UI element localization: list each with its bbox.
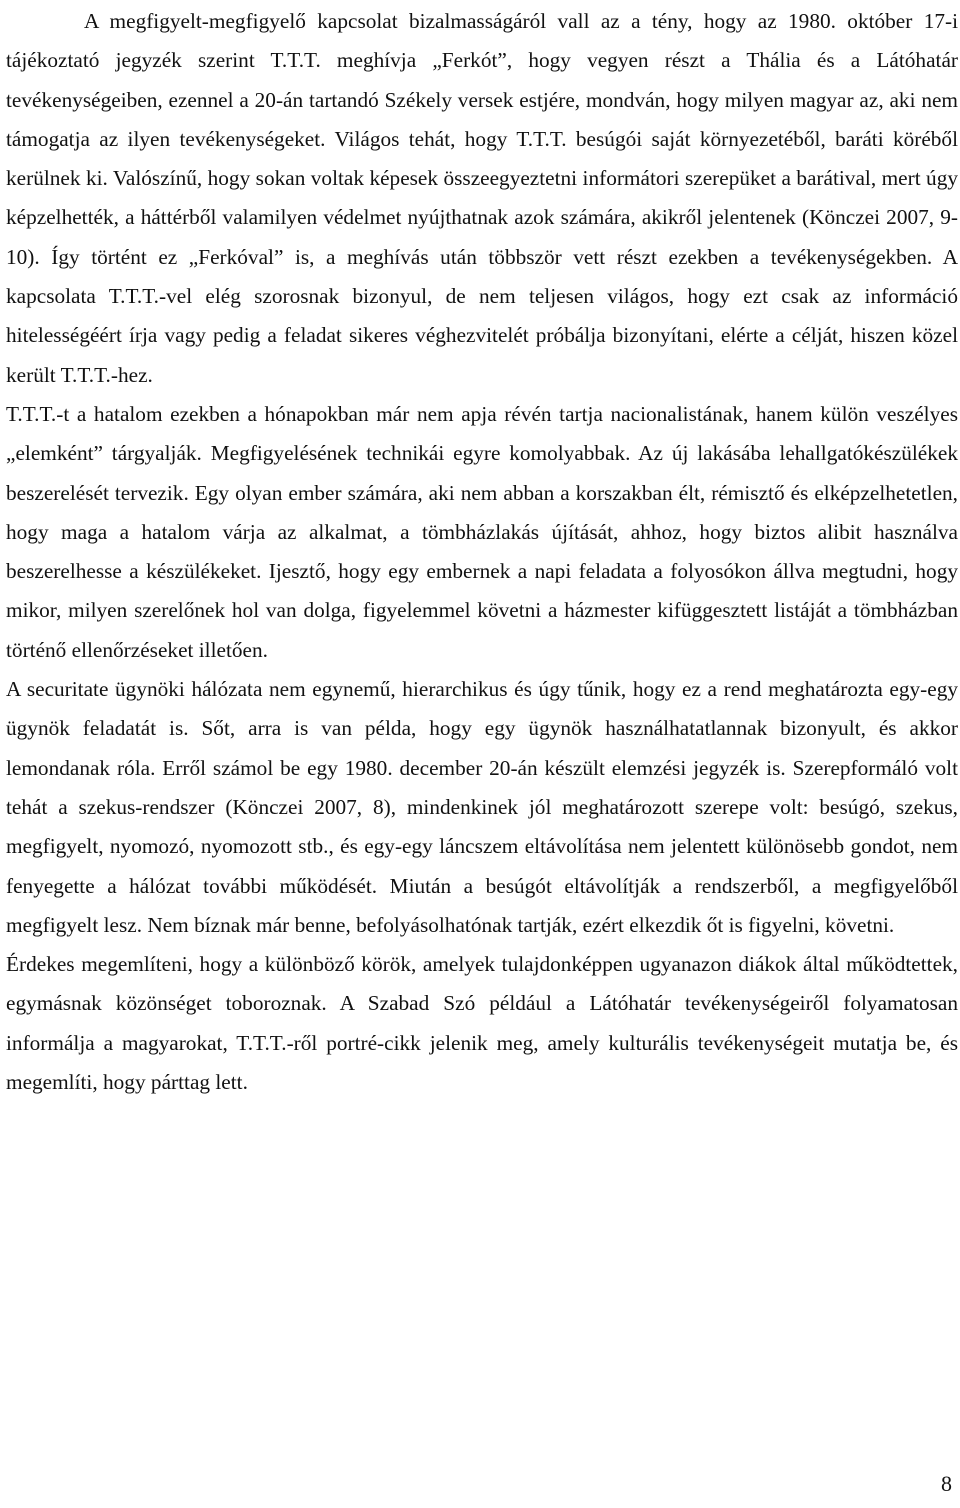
- paragraph-2: T.T.T.-t a hatalom ezekben a hónapokban már nem apja révén tartja nacionalistának, hanem külön veszélyes „elemként” tárgyalják. Megfigyelésének technikái egyre komolyabbak. Az új lakásába lehallgatókészülékek beszerelését tervezik. Egy olyan ember számára, aki nem abban a korszakban élt, rémisztő és elképzelhetetlen, hogy maga a hatalom várja az alkalmat, a tömbházlakás újítását, ahhoz, hogy biztos alibit használva beszerelhesse a készülékeket. Ijesztő, hogy egy embernek a napi feladata a folyosókon állva megtudni, hogy mikor, milyen szerelőnek hol van dolga, figyelemmel követni a házmester kifüggesztett listáját a tömbházban történő ellenőrzéseket illetően.: [6, 401, 958, 662]
- paragraph-3: A securitate ügynöki hálózata nem egynemű, hierarchikus és úgy tűnik, hogy ez a rend meghatározta egy-egy ügynök feladatát is. Sőt, arra is van példa, hogy egy ügynök használhatatlannak bizonyult, és akkor lemondanak róla. Erről számol be egy 1980. december 20-án készült elemzési jegyzék is. Szerepformáló volt tehát a szekus-rendszer (Könczei 2007, 8), mindenkinek jól meghatározott szerepe volt: besúgó, szekus, megfigyelt, nyomozó, nyomozott stb., és egy-egy láncszem eltávolítása nem jelentett különösebb gondot, nem fenyegette a hálózat további működését. Miután a besúgót eltávolítják a rendszerből, a megfigyelőből megfigyelt lesz. Nem bíznak már benne, befolyásolhatónak tartják, ezért elkezdik őt is figyelni, követni.: [6, 677, 958, 937]
- page-number: 8: [941, 1471, 952, 1496]
- document-body: [6, 2, 958, 1102]
- paragraph-1: A megfigyelt-megfigyelő kapcsolat bizalmasságáról vall az a tény, hogy az 1980. október 17-i tájékoztató jegyzék szerint T.T.T. meghívja „Ferkót”, hogy vegyen részt a Thália és a Látóhatár tevékenységeiben, ezennel a 20-án tartandó Székely versek estjére, mondván, hogy milyen magyar az, aki nem támogatja az ilyen tevékenységeket. Világos tehát, hogy T.T.T. besúgói saját környezetéből, baráti köréből kerülnek ki. Valószínű, hogy sokan voltak képesek összeegyeztetni informátori szerepüket a barátival, mert úgy képzelhették, a háttérből valamilyen védelmet nyújthatnak azok számára, akikről jelentenek (Könczei 2007, 9-10). Így történt ez „Ferkóval” is, a meghívás után többször vett részt ezekben a tevékenységekben. A kapcsolata T.T.T.-vel elég szorosnak bizonyul, de nem teljesen világos, hogy ezt csak az információ hitelességéért írja vagy pedig a feladat sikeres véghezvitelét próbálja bizonyítani, elérte a célját, hiszen közel került T.T.T.-hez.: [6, 9, 958, 387]
- paragraph-4: Érdekes megemlíteni, hogy a különböző körök, amelyek tulajdonképpen ugyanazon diákok által működtettek, egymásnak közönséget toboroznak. A Szabad Szó például a Látóhatár tevékenységeiről folyamatosan informálja a magyarokat, T.T.T.-ről portré-cikk jelenik meg, amely kulturális tevékenységeit mutatja be, és megemlíti, hogy párttag lett.: [6, 952, 958, 1095]
